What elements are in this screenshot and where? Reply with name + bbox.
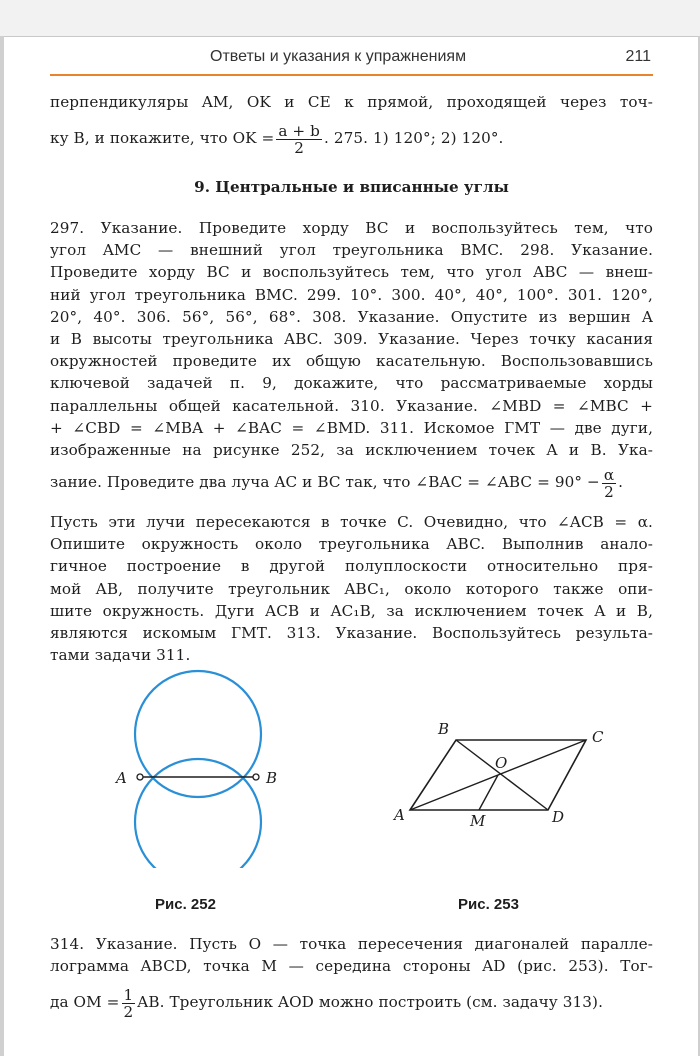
label-a: A: [116, 769, 127, 787]
label-o: O: [495, 754, 508, 772]
text-line: угол AMC — внешний угол треугольника BMC. 298. Указание.: [50, 241, 653, 260]
text-fragment: .: [618, 473, 624, 491]
point-b: [253, 774, 259, 780]
text-fragment: ку B, и покажите, что OK =: [50, 129, 275, 147]
text-fragment: . 275. 1) 120°; 2) 120°.: [324, 129, 504, 147]
label-m: M: [470, 812, 486, 830]
fraction-denominator: 2: [604, 482, 614, 501]
viewer-top-bar: [0, 0, 700, 37]
formula-line: [50, 118, 653, 158]
text-line: ключевой задачей п. 9, докажите, что рассматриваемые хорды: [50, 374, 653, 393]
fraction-denominator: 2: [294, 138, 305, 157]
fraction: [122, 987, 136, 1020]
text-line: 297. Указание. Проведите хорду BC и воспользуйтесь тем, что: [50, 219, 653, 237]
text-line: мой AB, получите треугольник ABC₁, около которого также опи-: [50, 579, 653, 598]
label-b: B: [438, 720, 450, 738]
text-line: ний угол треугольника BMC. 299. 10°. 300. 40°, 40°, 100°. 301. 120°,: [50, 285, 653, 304]
label-d: D: [552, 808, 565, 826]
fraction: [276, 123, 322, 156]
header-title: Ответы и указания к упражнениям: [210, 48, 467, 65]
fraction-numerator: 1: [123, 985, 134, 1004]
text-line: параллельны общей касательной. 310. Указание. ∠MBD = ∠MBC +: [50, 396, 653, 415]
text-line: и B высоты треугольника ABC. 309. Указание. Через точку касания: [50, 330, 653, 348]
text-fragment: да OM =: [50, 993, 120, 1011]
section-heading: 9. Центральные и вписанные углы: [194, 178, 509, 196]
text-line: Пусть эти лучи пересекаются в точке C. Очевидно, что ∠ACB = α.: [50, 513, 653, 531]
point-a: [137, 774, 143, 780]
text-line: + ∠CBD = ∠MBA + ∠BAC = ∠BMD. 311. Искомое ГМТ — две дуги,: [50, 418, 653, 437]
text-line: окружностей проведите их общую касательную. Воспользовавшись: [50, 352, 653, 371]
viewer-left-edge: [0, 36, 4, 1056]
text-line: тами задачи 311.: [50, 646, 191, 665]
page-number: 211: [625, 48, 651, 65]
figure-253: [390, 718, 620, 838]
text-line: Опишите окружность около треугольника ABC. Выполнив анало-: [50, 535, 653, 554]
text-line: гичное построение в другой полуплоскости относительно пря-: [50, 557, 653, 576]
label-a: A: [394, 806, 405, 824]
diagonal-bd: [456, 740, 548, 810]
text-line: 20°, 40°. 306. 56°, 56°, 68°. 308. Указание. Опустите из вершин A: [50, 307, 653, 326]
text-fragment: зание. Проведите два луча AC и BC так, что ∠BAC = ∠ABC = 90° −: [50, 473, 600, 491]
figure-252: [100, 668, 300, 868]
text-line: лограмма ABCD, точка M — середина стороны AD (рис. 253). Тог-: [50, 957, 653, 976]
text-line: Проведите хорду BC и воспользуйтесь тем, что угол ABC — внеш-: [50, 263, 653, 282]
formula-line: [50, 982, 653, 1022]
running-header: [50, 46, 653, 76]
figure-252-caption: Рис. 252: [155, 896, 216, 913]
text-line: являются искомым ГМТ. 313. Указание. Воспользуйтесь результа-: [50, 624, 653, 642]
label-c: C: [592, 728, 604, 746]
figure-253-caption: Рис. 253: [458, 896, 519, 913]
text-line: перпендикуляры AM, OK и CE к прямой, проходящей через точ-: [50, 93, 653, 111]
fraction: [602, 467, 616, 500]
text-fragment: AB. Треугольник AOD можно построить (см. задачу 313).: [137, 993, 604, 1011]
label-b: B: [266, 769, 278, 787]
text-line: изображенные на рисунке 252, за исключением точек A и B. Ука-: [50, 441, 653, 459]
fraction-denominator: 2: [123, 1002, 134, 1021]
text-line: шите окружность. Дуги ACB и AC₁B, за исключением точек A и B,: [50, 601, 653, 620]
fraction-numerator: a + b: [278, 121, 321, 140]
fraction-numerator: α: [603, 465, 615, 484]
segment-om: [479, 775, 498, 810]
text-line: 314. Указание. Пусть O — точка пересечения диагоналей паралле-: [50, 935, 653, 953]
formula-line: [50, 462, 653, 502]
